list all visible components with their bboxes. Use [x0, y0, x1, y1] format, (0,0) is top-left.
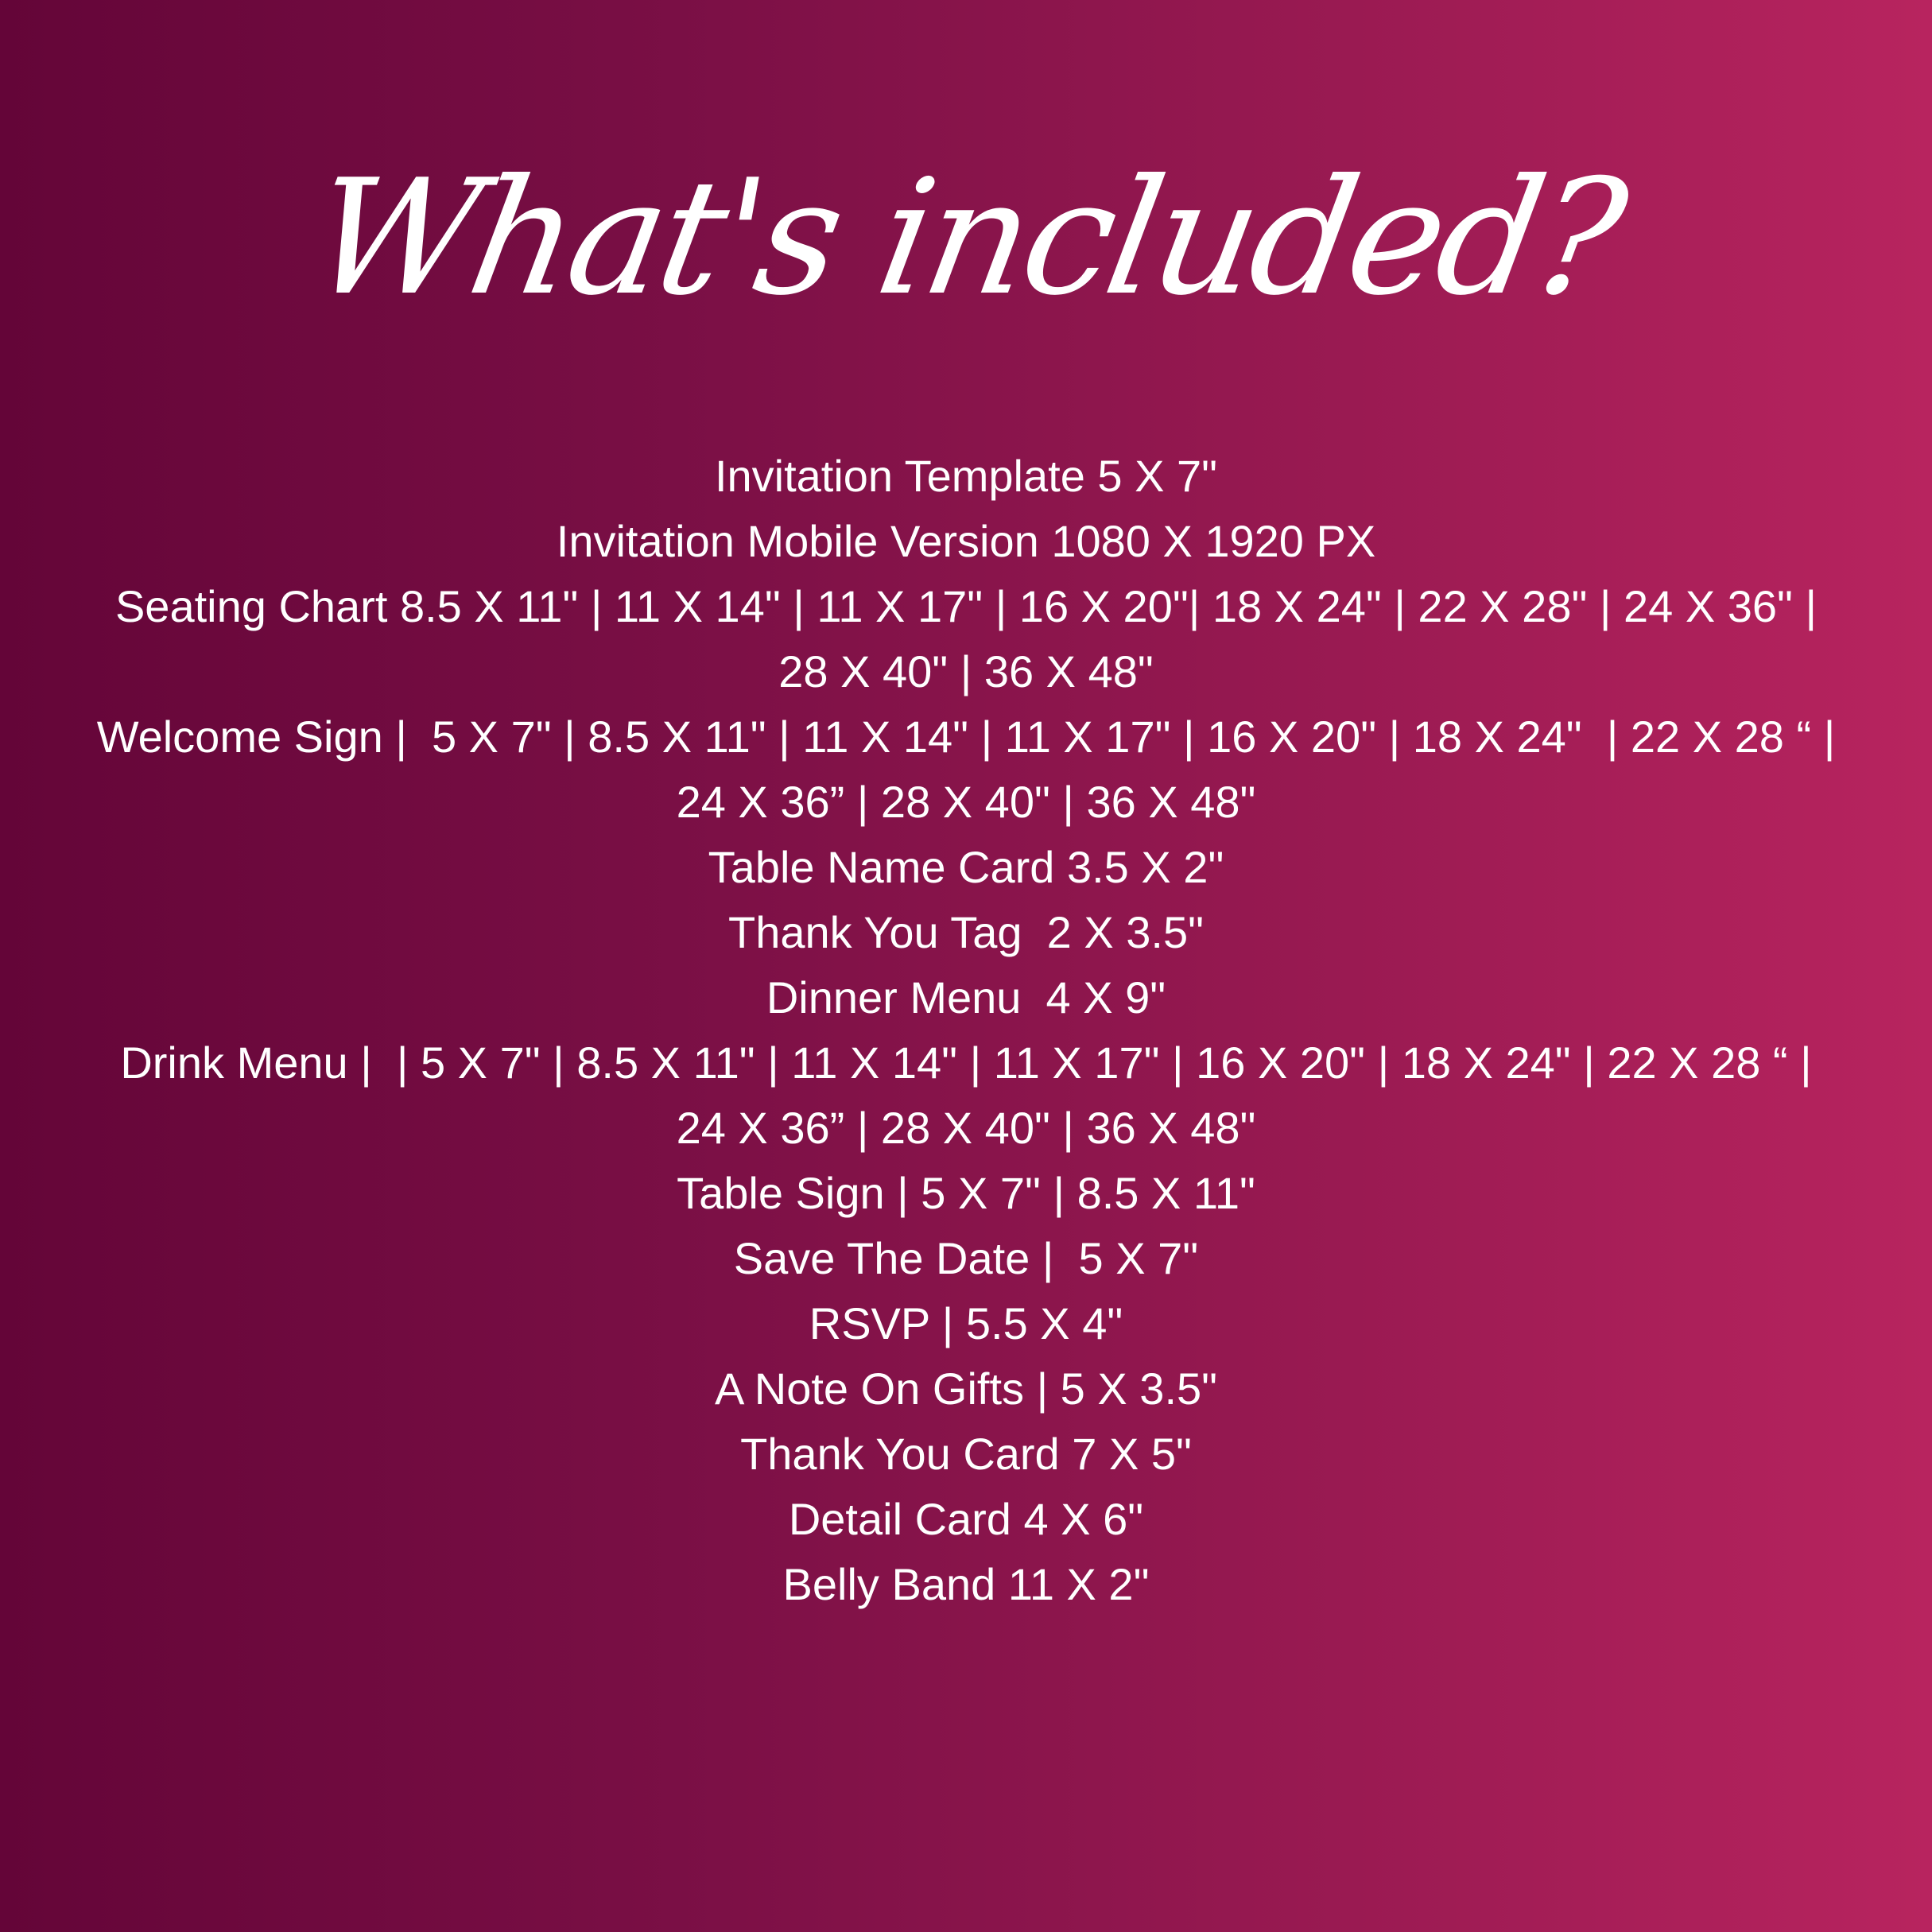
list-item: RSVP | 5.5 X 4": [809, 1298, 1123, 1348]
included-items-list: [32, 444, 1900, 1617]
list-item: 24 X 36” | 28 X 40" | 36 X 48": [676, 777, 1256, 827]
page-title: What's included?: [298, 145, 1634, 331]
list-item: Table Sign | 5 X 7" | 8.5 X 11": [677, 1168, 1255, 1218]
list-item: Thank You Tag 2 X 3.5": [728, 907, 1204, 957]
list-item: 28 X 40" | 36 X 48": [778, 646, 1154, 696]
list-item: Dinner Menu 4 X 9": [766, 972, 1166, 1022]
list-item: Drink Menu | | 5 X 7" | 8.5 X 11" | 11 X 14" | 11 X 17" | 16 X 20" | 18 X 24" | 22 X 28 “ |: [120, 1038, 1812, 1088]
list-item: A Note On Gifts | 5 X 3.5": [714, 1364, 1218, 1414]
list-item: Seating Chart 8.5 X 11" | 11 X 14" | 11 X 17" | 16 X 20"| 18 X 24" | 22 X 28" | 24 X 36" |: [114, 581, 1818, 631]
list-item: Thank You Card 7 X 5": [740, 1429, 1192, 1479]
list-item: Invitation Mobile Version 1080 X 1920 PX: [556, 516, 1376, 566]
list-item: 24 X 36” | 28 X 40" | 36 X 48": [676, 1103, 1256, 1153]
list-item: Save The Date | 5 X 7": [733, 1233, 1199, 1283]
list-item: Table Name Card 3.5 X 2": [708, 842, 1224, 892]
list-item: Invitation Template 5 X 7": [714, 451, 1218, 501]
list-item: Welcome Sign | 5 X 7" | 8.5 X 11" | 11 X 14" | 11 X 17" | 16 X 20" | 18 X 24" | 22 X 28 “ |: [96, 712, 1836, 762]
list-item: Belly Band 11 X 2": [782, 1559, 1150, 1609]
list-item: Detail Card 4 X 6": [788, 1494, 1144, 1544]
